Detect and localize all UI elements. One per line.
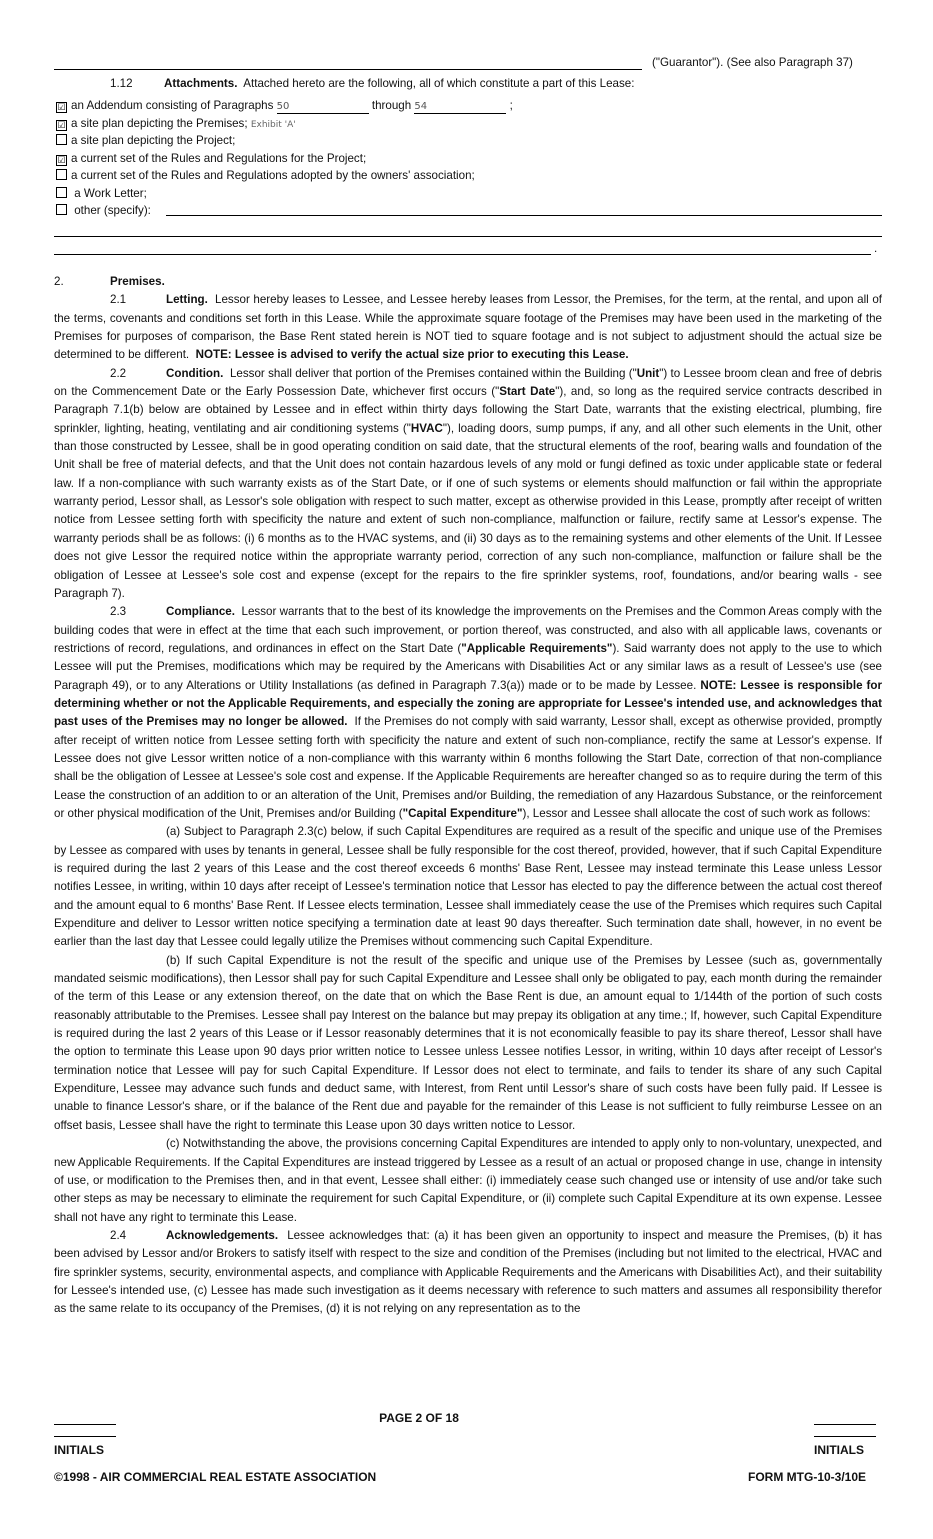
premises-section xyxy=(54,273,882,1319)
addendum-to-field[interactable]: 54 xyxy=(414,101,506,114)
initials-line[interactable] xyxy=(54,1425,116,1437)
page-number: PAGE 2 OF 18 xyxy=(379,1411,459,1425)
paragraph-2-3 xyxy=(54,603,882,823)
through-label: through xyxy=(371,99,412,112)
attachment-label: an Addendum consisting of Paragraphs xyxy=(71,99,274,112)
attachment-item-rules-project xyxy=(56,150,882,168)
addendum-from-field[interactable]: 50 xyxy=(277,101,369,114)
initials-left xyxy=(54,1421,116,1457)
attachment-item-site-plan-premises xyxy=(56,115,882,133)
checkbox-work-letter[interactable] xyxy=(56,187,67,198)
attachment-item-work-letter xyxy=(56,185,882,203)
section-heading xyxy=(54,273,882,291)
paragraph-2-3-a: (a) Subject to Paragraph 2.3(c) below, if such Capital Expenditures are required as a result of the specific and unique use of the Premises by Lessee as compared with uses by tenants in general, Lessee shall be fully responsible for the cost thereof, provided, however, that if such Capital Expenditure is required during the last 2 years of this Lease and the cost thereof exceeds 6 months' Base Rent, Lessee may instead terminate this Lease unless Lessor notifies Lessee, in writing, within 10 days after receipt of Lessee's termination notice that Lessor has elected to pay the difference between the actual cost thereof and the amount equal to 6 months' Base Rent. If Lessee elects termination, Lessee shall immediately cease the use of the Premises which requires such Capital Expenditure and deliver to Lessor written notice specifying a termination date at least 90 days thereafter. Such termination date shall, however, in no event be earlier than the last day that Lessee could legally utilize the Premises without commencing such Capital Expenditure. xyxy=(54,825,882,949)
defined-term: "Capital Expenditure" xyxy=(402,806,523,820)
paragraph-note: NOTE: Lessee is advised to verify the actual size prior to executing this Lease. xyxy=(195,348,629,362)
paragraph-number: 2.2 xyxy=(110,366,127,380)
attachment-item-addendum xyxy=(56,97,882,115)
paragraph-number: 2.3 xyxy=(110,605,127,619)
paragraph-title: Condition. xyxy=(166,366,224,380)
checkbox-rules-association[interactable] xyxy=(56,169,67,180)
paragraph-2-2 xyxy=(54,365,882,603)
defined-term: "Applicable Requirements" xyxy=(461,641,613,655)
copyright: ©1998 - AIR COMMERCIAL REAL ESTATE ASSOCIATION xyxy=(54,1470,377,1484)
attachment-item-site-plan-project xyxy=(56,132,882,150)
defined-term: HVAC xyxy=(410,421,443,435)
attachments-intro: Attached hereto are the following, all of which constitute a part of this Lease: xyxy=(243,77,635,90)
checkbox-addendum[interactable]: ☑ xyxy=(57,102,66,112)
paragraph-title: Acknowledgements. xyxy=(166,1228,279,1242)
initials-label: INITIALS xyxy=(54,1443,104,1457)
paragraph-2-1 xyxy=(54,291,882,364)
paragraph-number: 2.4 xyxy=(110,1228,127,1242)
checkbox-other[interactable] xyxy=(56,204,67,215)
addendum-semicolon: ; xyxy=(509,99,513,112)
initials-label: INITIALS xyxy=(814,1443,864,1457)
guarantor-row xyxy=(54,55,882,73)
defined-term: Unit xyxy=(636,366,660,380)
attachments-title: Attachments. xyxy=(164,77,238,90)
paragraph-text: Lessor shall deliver that portion of the Premises contained within the Building (" xyxy=(229,366,637,380)
paragraph-text: "), loading doors, sump pumps, if any, and all other such elements in the Unit, other than those constructed by Lessee, shall be in good operating condition on said date, that the structural elements of the roof, bearing walls and foundation of the Unit shall be free of material defects, and that the Unit does not contain hazardous levels of any mold or fungi defined as toxic under applicable state or federal law. If a non-compliance with such warranty exists as of the Start Date, or if one of such systems or elements should malfunction or fail within the appropriate warranty period, Lessor shall, as Lessor's sole obligation with respect to such matter, except as otherwise provided in this Lease, promptly after receipt of written notice from Lessee setting forth with specificity the nature and extent of such non-compliance, malfunction or failure, rectify same at Lessor's expense. The warranty periods shall be as follows: (i) 6 months as to the HVAC systems, and (ii) 30 days as to the remaining systems and other elements of the Unit. If Lessee does not give Lessor the required notice within the appropriate warranty period, correction of any such non-compliance, malfunction or failure shall be the obligation of Lessee at Lessee's sole cost and expense (except for the repairs to the fire sprinkler systems, roof, foundations, and/or bearing walls - see Paragraph 7). xyxy=(54,421,883,600)
checkbox-site-plan-premises[interactable]: ☑ xyxy=(57,119,66,130)
specify-line-3[interactable] xyxy=(54,254,871,255)
paragraph-2-3-b: (b) If such Capital Expenditure is not the result of the specific and unique use of the Premises by Lessee (such as, governmentally mandated seismic modifications), then Lessor shall pay for such Capital Expenditure and Lessee shall only be obligated to pay, each month during the remainder of the term of this Lease or any extension thereof, on the date that on which the Base Rent is due, an amount equal to 1/144th of the portion of such costs reasonably attributable to the Premises. Lessee shall pay Interest on the balance but may prepay its obligation at any time.; If, however, such Capital Expenditure is required during the last 2 years of this Lease or if Lessor reasonably determines that it is not economically feasible to pay its share thereof, Lessor shall have the option to terminate this Lease upon 90 days prior written notice to Lessee unless Lessee notifies Lessor, in writing, within 10 days after receipt of Lessor's termination notice that Lessee will pay for such Capital Expenditure. If Lessor does not elect to terminate, and fails to tender its share of any such Capital Expenditure, Lessee may advance such funds and deduct same, with Interest, from Rent until Lessor's share of such costs have been fully paid. If Lessee is unable to finance Lessor's share, or if the balance of the Rent due and payable for the remainder of this Lease is not sufficient to fully reimburse Lessee on an offset basis, Lessee shall have the right to terminate this Lease upon 30 days written notice to Lessor. xyxy=(54,953,882,1132)
attachments-heading xyxy=(110,77,634,90)
paragraph-text: ). Said warranty does not apply to the use to which Lessee will put the Premises, modifications which may be required by the Americans with Disabilities Act or any similar laws as a result of Lessee's use (see Paragraph 49), or to any Alterations or Utility Installations (as defined in Paragraph 7.3(a)) made or to be made by Lessee. xyxy=(54,641,882,692)
section-number: 2. xyxy=(54,275,64,288)
paragraph-2-4 xyxy=(54,1227,882,1319)
defined-term: Start Date xyxy=(499,385,556,399)
attachment-label: a current set of the Rules and Regulations for the Project; xyxy=(71,151,367,165)
attachment-label: a site plan depicting the Premises; xyxy=(71,116,248,130)
initials-right xyxy=(814,1421,876,1457)
attachment-item-other xyxy=(56,202,882,220)
checkbox-site-plan-project[interactable] xyxy=(56,134,67,145)
paragraph-text: Lessor warrants that to the best of its knowledge the improvements on the Premises and the Common Areas comply with the building codes that were in effect at the time that each such improvement, or portion thereof, was constructed, and also with all applicable laws, covenants or restrictions of record, regulations, and ordinances in effect on the Start Date ( xyxy=(54,605,882,655)
guarantor-label: ("Guarantor"). (See also Paragraph 37) xyxy=(652,56,853,69)
paragraph-text: Lessee acknowledges that: (a) it has been given an opportunity to inspect and measure the Premises, (b) it has been advised by Lessor and/or Brokers to satisfy itself with respect to the size and condition of the Premises (including but not limited to the electrical, HVAC and fire sprinkler systems, security, environmental aspects, and compliance with Applicable Requirements and the Americans with Disabilities Act), and their suitability for Lessee's intended use, (c) Lessee has made such investigation as it deems necessary with reference to such matters and assumes all responsibility therefor as the same relate to its occupancy of the Premises, (d) it is not relying on any representation as to the xyxy=(54,1228,882,1316)
attachments-list xyxy=(56,97,882,220)
attachment-label: other (specify): xyxy=(74,204,151,217)
paragraph-title: Letting. xyxy=(166,293,208,307)
other-specify-line[interactable] xyxy=(166,215,882,216)
paragraph-note: NOTE: Lessee is responsible for determining whether or not the Applicable Requirements, and especially the zoning are appropriate for Lessee's intended use, and acknowledges that past uses of the Premises may no longer be allowed. xyxy=(54,678,882,729)
paragraph-title: Compliance. xyxy=(166,605,235,619)
attachment-label: a current set of the Rules and Regulations adopted by the owners' association; xyxy=(71,169,475,182)
guarantor-blank-line xyxy=(54,69,642,70)
paragraph-text: ), Lessor and Lessee shall allocate the cost of such work as follows: xyxy=(522,806,871,820)
attachment-label: a Work Letter; xyxy=(74,186,147,200)
paragraph-number: 2.1 xyxy=(110,293,127,307)
specify-line-2[interactable] xyxy=(54,236,882,237)
exhibit-handwritten-note: Exhibit 'A' xyxy=(250,119,296,130)
attachments-number: 1.12 xyxy=(110,77,133,90)
attachment-item-rules-association xyxy=(56,167,882,185)
form-number: FORM MTG-10-3/10E xyxy=(748,1470,867,1484)
paragraph-2-3-c: (c) Notwithstanding the above, the provisions concerning Capital Expenditures are intended to apply only to non-voluntary, unexpected, and new Applicable Requirements. If the Capital Expenditures are instead triggered by Lessee as a result of an actual or proposed change in use, change in intensity of use, or modification to the Premises then, and in that event, Lessee shall either: (i) immediately cease such changed use or intensity of use and/or take such other steps as may be necessary to eliminate the requirement for such Capital Expenditure, or (ii) complete such Capital Expenditure at its own expense. Lessee shall not have any right to terminate this Lease. xyxy=(54,1137,882,1224)
paragraph-text: Lessor hereby leases to Lessee, and Lessee hereby leases from Lessor, the Premises, for the term, at the rental, and upon all of the terms, covenants and conditions set forth in this Lease. While the approximate square footage of the Premises may have been used in the marketing of the Premises for purposes of comparison, the Base Rent stated herein is NOT tied to square footage and is not subject to adjustment should the actual size be determined to be different. xyxy=(54,293,883,362)
specify-period: . xyxy=(874,242,878,255)
checkbox-rules-project[interactable]: ☑ xyxy=(57,154,66,165)
initials-line[interactable] xyxy=(814,1425,876,1437)
paragraph-text: "), and, so long as the required service contracts described in Paragraph 7.1(b) below are obtained by Lessee and in effect within thirty days following the Start Date, warrants that the existing electrical, plumbing, fire sprinkler, lighting, heating, ventilating and air conditioning systems (" xyxy=(54,385,882,435)
paragraph-text: If the Premises do not comply with said warranty, Lessor shall, except as otherwise provided, promptly after receipt of written notice from Lessee setting forth with specificity the nature and extent of such non-compliance, rectify the same at Lessor's expense. If Lessee does not give Lessor written notice of a non-compliance with this warranty within 6 months following the Start Date, correction of that non-compliance shall be the obligation of Lessee at Lessee's sole cost and expense. If the Applicable Requirements are hereafter changed so as to require during the term of this Lease the construction of an addition to or an alteration of the Unit, Premises and/or Building, the remediation of any Hazardous Substance, or the reinforcement or other physical modification of the Unit, Premises and/or Building ( xyxy=(54,715,882,820)
attachment-label: a site plan depicting the Project; xyxy=(71,134,236,147)
section-title: Premises. xyxy=(110,275,165,288)
paragraph-text: ") to Lessee broom clean and free of debris on the Commencement Date or the Early Possession Date, whichever first occurs (" xyxy=(54,366,882,399)
